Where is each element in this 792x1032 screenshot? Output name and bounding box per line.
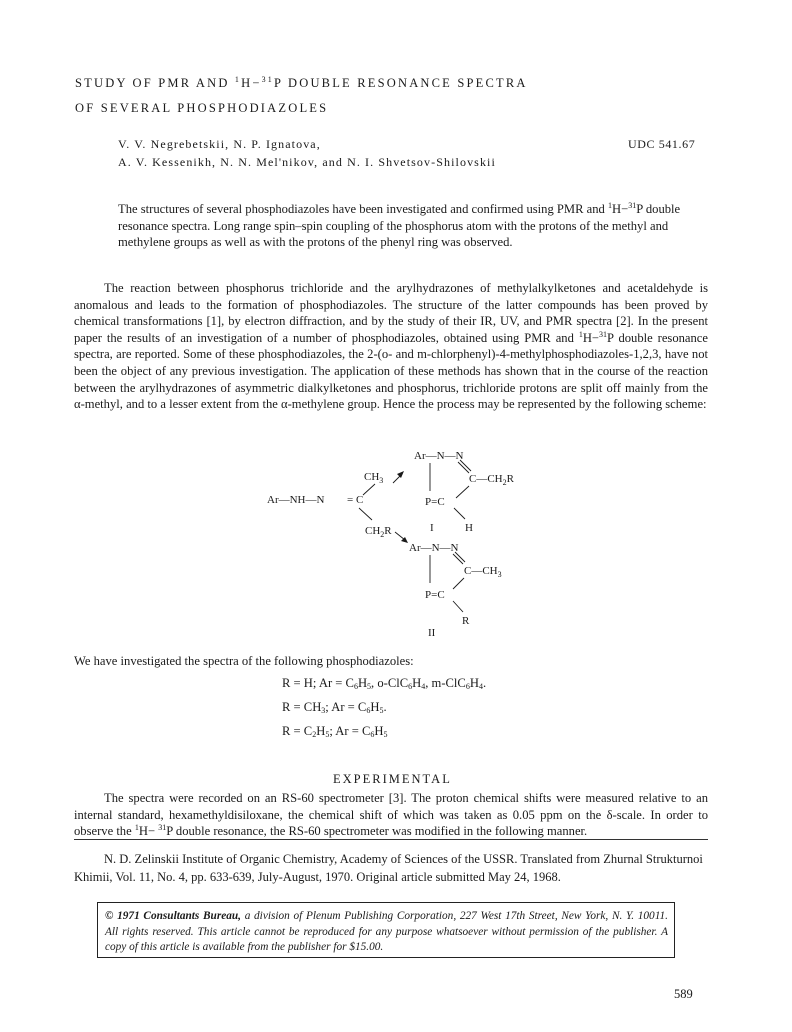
product1-ring-bond-bottom xyxy=(456,486,469,498)
product1-c-ch2r: $C—CH_2R$ xyxy=(469,473,514,487)
product2-top: Ar—N—N xyxy=(409,542,459,554)
arrow-head-1 xyxy=(397,471,404,478)
product2-ring-bond-bottom xyxy=(453,578,464,589)
product1-pc: P=C xyxy=(425,496,445,508)
product2-c-ch3: $C—CH_3$ xyxy=(464,565,502,579)
reaction-scheme xyxy=(260,446,560,651)
product2-pc: P=C xyxy=(425,589,445,601)
investigated-intro: We have investigated the spectra of the following phosphodiazoles: xyxy=(74,654,414,668)
experimental-heading: EXPERIMENTAL xyxy=(333,772,452,786)
formula-line-2: $R = CH_3$; $Ar = C_6H_5$. xyxy=(282,700,387,715)
product1-label: I xyxy=(430,522,434,534)
reactant-ch3: $CH_3$ xyxy=(364,471,384,485)
affiliation-footnote: N. D. Zelinskii Institute of Organic Chemistry, Academy of Sciences of the USSR. Translated from Zhurnal Strukturnoi Khimii, Vol. 11, No. 4, pp. 633-639, July-August, 1970. Original article submitted May 24, 1968. xyxy=(74,852,703,884)
intro-paragraph: The reaction between phosphorus trichloride and the arylhydrazones of methylalkylketones and acetaldehyde is anomalous and leads to the formation of phosphodiazoles. The structure of the latter compounds has been proved by chemical transformations [1], by electron diffraction, and by the study of their IR, UV, and PMR spectra [2]. In the present paper the results of an investigation of a number of phosphodiazoles, obtained using PMR and $^1$H−$^{31}$P double resonance spectra, are reported. Some of these phosphodiazoles, the 2-(o- and m-chlorphenyl)-4-methylphosphodiazoles-1,2,3, have not been the object of any previous investigation. The application of these methods has shown that in the course of the reaction between the arylhydrazones of asymmetric dialkylketones and phosphorus, trichloride protons are split off mainly from the α-methyl, and to a lesser extent from the α-methylene group. Hence the process may be represented by the following scheme: xyxy=(74,281,708,412)
product1-bond-h xyxy=(454,508,465,519)
product2-bond-r xyxy=(453,601,463,612)
bond-c-ch2r xyxy=(359,508,372,520)
product1-h: H xyxy=(465,522,473,534)
reactant-ch2r: $CH_2R$ xyxy=(365,525,392,539)
abstract: The structures of several phosphodiazoles have been investigated and confirmed using PMR and $^1$H−$^{31}$P double resonance spectra. Long range spin–spin coupling of the phosphorus atom with the protons of the methyl and methylene groups as well as with the protons of the phenyl ring was observed. xyxy=(118,201,681,249)
article-title-line1: STUDY OF PMR AND $^1$H−$^{31}$P DOUBLE RESONANCE SPECTRA xyxy=(75,75,528,90)
product2-label: II xyxy=(428,627,436,639)
page-number: 589 xyxy=(674,987,693,1001)
udc-code: UDC 541.67 xyxy=(628,137,696,151)
bond-c-ch3 xyxy=(363,484,375,495)
reactant-double-bond: = xyxy=(347,494,354,506)
copyright-box xyxy=(97,902,675,958)
formula-line-3: $R = C_2H_5$; $Ar = C_6H_5$ xyxy=(282,724,388,739)
product2-r: R xyxy=(462,615,470,627)
footnote-rule xyxy=(74,839,708,840)
reactant-c: C xyxy=(356,494,364,506)
copyright-text: © 1971 Consultants Bureau, a division of Plenum Publishing Corporation, 227 West 17th Street, New York, N. Y. 10011. All rights reserved. This article cannot be reproduced for any purpose whatsoever without permission of the publisher. A copy of this article is available from the publisher for $15.00. xyxy=(105,910,668,953)
article-title-line2: OF SEVERAL PHOSPHODIAZOLES xyxy=(75,101,329,115)
authors-line1: V. V. Negrebetskii, N. P. Ignatova, xyxy=(118,137,321,151)
authors-line2: A. V. Kessenikh, N. N. Mel'nikov, and N. I. Shvetsov-Shilovskii xyxy=(118,155,496,169)
formula-line-1: R = H; $Ar = C_6H_5$, $o-ClC_6H_4$, $m-ClC_6H_4$. xyxy=(282,676,487,691)
reactant-left: Ar—NH—N xyxy=(267,494,325,506)
product1-top: Ar—N—N xyxy=(414,450,464,462)
experimental-paragraph: The spectra were recorded on an RS-60 spectrometer [3]. The proton chemical shifts were measured relative to an internal standard, hexamethyldisiloxane, the chemical shift of which was taken as 0.05 ppm on the δ-scale. In order to observe the $^1$H− $^{31}$P double resonance, the RS-60 spectrometer was modified in the following manner. xyxy=(74,791,708,839)
